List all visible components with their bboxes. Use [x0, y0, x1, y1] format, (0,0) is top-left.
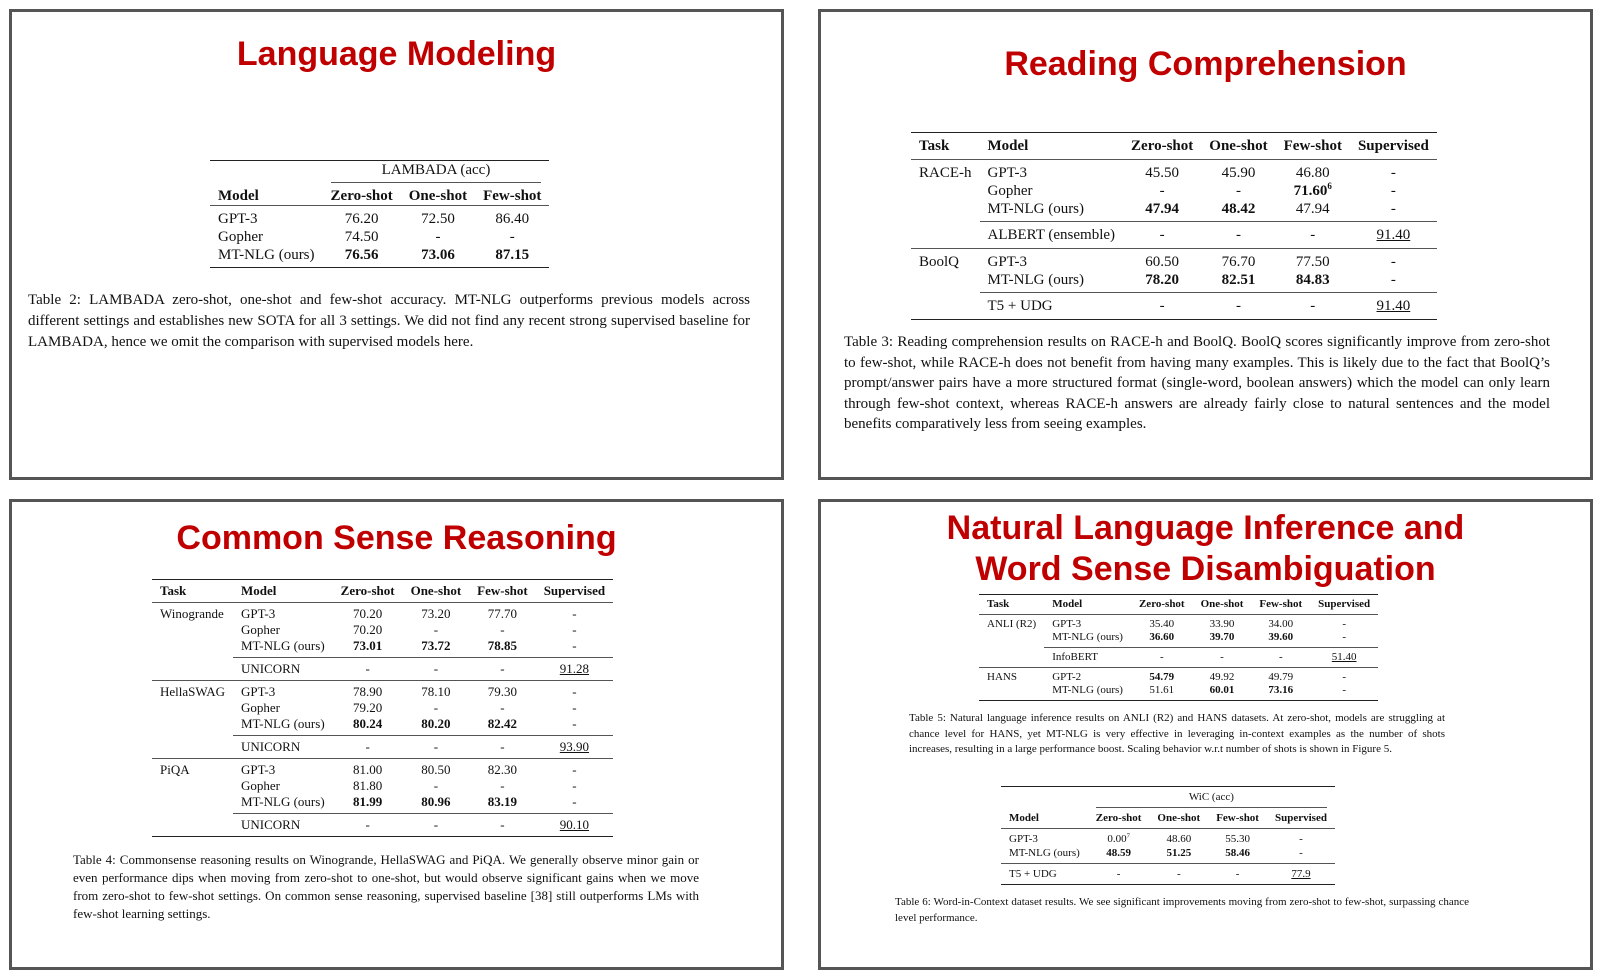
nli-wsd-panel [818, 499, 1593, 970]
panel-title: Common Sense Reasoning [176, 519, 617, 557]
header-row: Task Model Zero-shot One-shot Few-shot Supervised [911, 133, 1437, 160]
baseline-row: UNICORN - - - 91.28 [152, 658, 613, 681]
table-caption: Table 6: Word-in-Context dataset results. We see significant improvements moving from zero-shot to few-shot, surpassing chance level performance. [895, 896, 1469, 924]
panel-title-line-1: Natural Language Inference and [946, 509, 1465, 547]
group-header: WiC (acc) [1088, 787, 1335, 809]
table-row: MT-NLG (ours) 51.61 60.01 73.16 - [979, 684, 1378, 701]
header-row: Model Zero-shot One-shot Few-shot [218, 188, 542, 204]
table-row: Winogrande GPT-3 70.20 73.20 77.70 - [152, 603, 613, 623]
table-row: MT-NLG (ours) 73.01 73.72 78.85 - [241, 638, 577, 653]
table-row: GPT-3 0.00$^7$ 48.60 55.30 - [1001, 829, 1335, 847]
table-row: ANLI (R2) GPT-3 35.40 33.90 34.00 - [979, 615, 1378, 632]
table-row: Gopher - - 71.60$^6$ - [987, 181, 1396, 199]
table-caption: Table 3: Reading comprehension results on RACE-h and BoolQ. BoolQ scores significantly improve from zero-shot to few-shot, while RACE-h does not benefit from having many examples. This is likely due to the fact that BoolQ’s prompt/answer pairs have a more structured format (single-word, boolean answers) which the model can only learn through few-shot context, whereas RACE-h answers are already fairly close to natural sentences and the model benefits comparatively less from seeing examples. [844, 334, 1550, 432]
baseline-row: UNICORN - - - 90.10 [152, 814, 613, 837]
table-row: RACE-h GPT-3 45.50 45.90 46.80 - [911, 160, 1437, 183]
table-row: HANS GPT-2 54.79 49.92 49.79 - [979, 668, 1378, 685]
nli-table [979, 594, 1378, 701]
baseline-row: T5 + UDG - - - 91.40 [911, 293, 1437, 320]
table-row: Gopher 81.80 - - - [241, 778, 577, 793]
baseline-row: T5 + UDG - - - 77.9 [1001, 864, 1335, 885]
group-header: LAMBADA (acc) [323, 161, 550, 184]
table-row: MT-NLG (ours) 47.94 48.42 47.94 - [987, 201, 1396, 217]
header-row: Task Model Zero-shot One-shot Few-shot Supervised [979, 595, 1378, 615]
table-row: MT-NLG (ours) 76.56 73.06 87.15 [210, 246, 549, 268]
table-row: MT-NLG (ours) 80.24 80.20 82.42 - [241, 716, 577, 731]
common-sense-table [152, 579, 613, 837]
baseline-row: InfoBERT - - - 51.40 [979, 648, 1378, 668]
wic-table [1001, 786, 1335, 885]
panel-title: Language Modeling [236, 35, 557, 73]
table-row: GPT-3 76.20 72.50 86.40 [210, 206, 549, 229]
table-row: MT-NLG (ours) 81.99 80.96 83.19 - [241, 794, 577, 809]
table-row: Gopher 74.50 - - [218, 229, 515, 245]
lambada-table [210, 160, 549, 268]
table-row: MT-NLG (ours) 36.60 39.70 39.60 - [1052, 631, 1346, 643]
table-row: MT-NLG (ours) 78.20 82.51 84.83 - [987, 272, 1396, 288]
table-row: BoolQ GPT-3 60.50 76.70 77.50 - [911, 249, 1437, 272]
table-row: MT-NLG (ours) 48.59 51.25 58.46 - [1009, 847, 1303, 859]
header-row: Model Zero-shot One-shot Few-shot Supervised [1009, 812, 1327, 824]
table-row: HellaSWAG GPT-3 78.90 78.10 79.30 - [152, 681, 613, 701]
baseline-row: ALBERT (ensemble) - - - 91.40 [911, 222, 1437, 249]
common-sense-reasoning-panel [9, 499, 784, 970]
language-modeling-panel [9, 9, 784, 480]
footnote-marker: 6 [1327, 181, 1332, 191]
reading-comprehension-panel [818, 9, 1593, 480]
header-row: Task Model Zero-shot One-shot Few-shot Supervised [152, 580, 613, 603]
table-caption: Table 5: Natural language inference results on ANLI (R2) and HANS datasets. At zero-shot, models are struggling at chance level for HANS, yet MT-NLG is very effective in leveraging in-context examples as the number of shots increases, resulting in a large performance boost. Scaling behavior w.r.t number of shots is shown in Figure 5. [909, 712, 1445, 755]
table-row: Gopher 70.20 - - - [241, 622, 577, 637]
panel-title [821, 508, 1590, 590]
reading-comprehension-table [911, 132, 1437, 320]
table-row: Gopher 79.20 - - - [241, 700, 577, 715]
table-row: PiQA GPT-3 81.00 80.50 82.30 - [152, 759, 613, 779]
table-caption: Table 2: LAMBADA zero-shot, one-shot and few-shot accuracy. MT-NLG outperforms previous models across different settings and establishes new SOTA for all 3 settings. We did not find any recent strong supervised baseline for LAMBADA, hence we omit the comparison with supervised models here. [28, 292, 750, 350]
baseline-row: UNICORN - - - 93.90 [152, 736, 613, 759]
panel-title-line-2: Word Sense Disambiguation [975, 550, 1436, 588]
panel-title: Reading Comprehension [1004, 45, 1407, 83]
footnote-marker: 7 [1126, 832, 1130, 840]
table-caption: Table 4: Commonsense reasoning results on Winogrande, HellaSWAG and PiQA. We generally observe minor gain or even performance dips when moving from zero-shot to one-shot, but would observe significant gains when we move from zero-shot to few-shot settings. On common sense reasoning, supervised baseline [38] still outperforms LMs with few-shot learning settings. [73, 852, 699, 921]
